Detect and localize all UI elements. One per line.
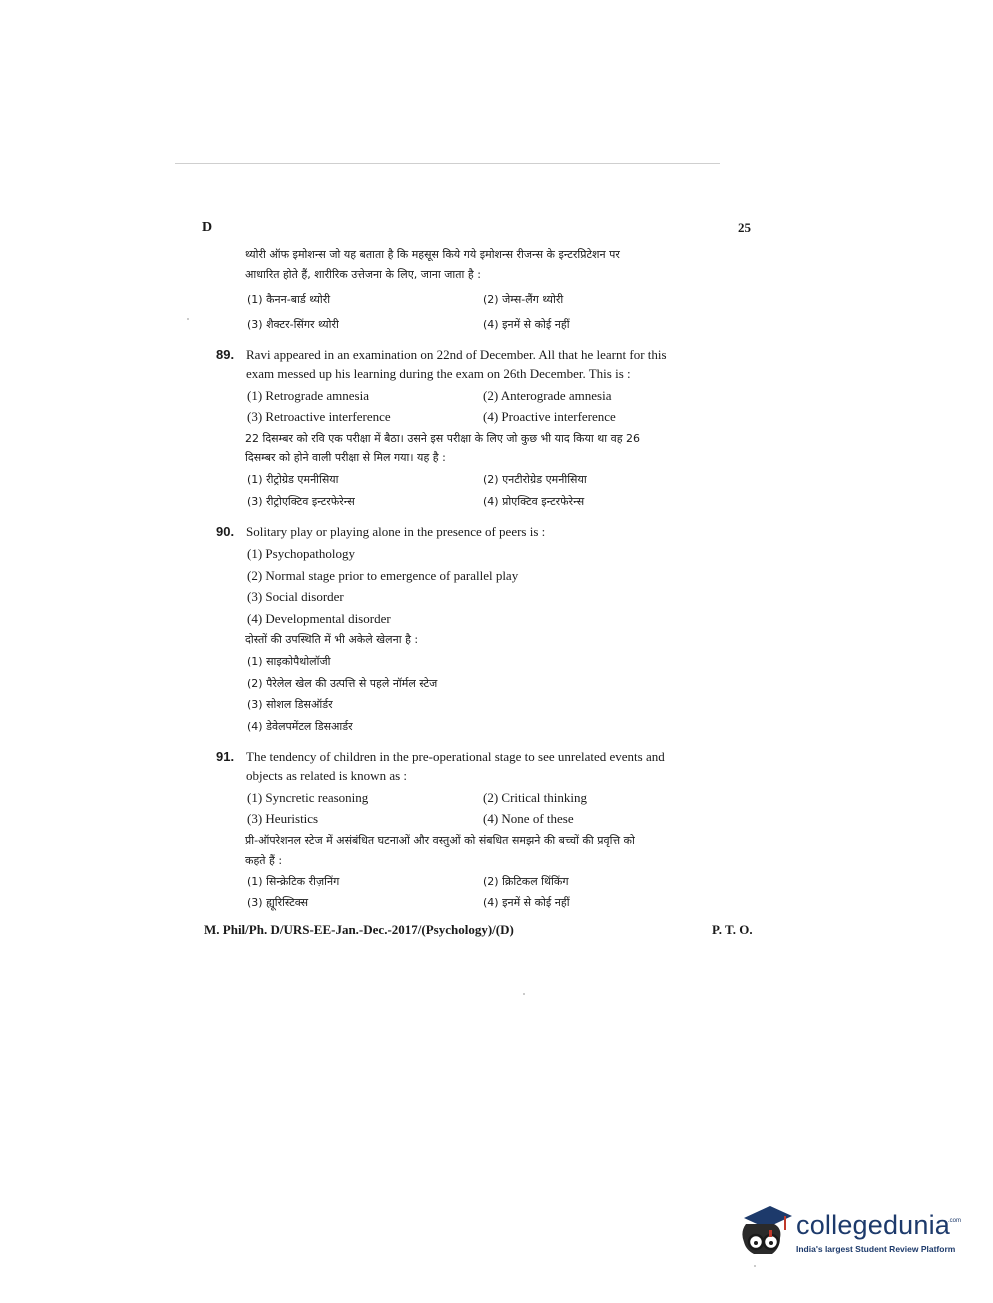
q90-option-3: (3) Social disorder xyxy=(247,589,344,604)
q88-hindi-option-4: (4) इनमें से कोई नहीं xyxy=(483,318,570,331)
q90-stem: Solitary play or playing alone in the presence of peers is : xyxy=(246,524,546,539)
q89-hindi-option-4: (4) प्रोएक्टिव इन्टरफेरेन्स xyxy=(483,495,585,508)
scan-speck xyxy=(523,993,525,995)
q91-hindi-option-1: (1) सिन्क्रेटिक रीज़निंग xyxy=(247,875,340,888)
q90-hindi-option-4: (4) डेवेलपमेंटल डिसआर्डर xyxy=(247,720,353,733)
q89-hindi-option-1: (1) रीट्रोग्रेड एमनीसिया xyxy=(247,473,339,486)
q90-option-1: (1) Psychopathology xyxy=(247,546,355,561)
page-number: 25 xyxy=(738,220,751,235)
set-code: D xyxy=(202,220,213,235)
mascot-icon xyxy=(736,1198,794,1262)
q91-option-4: (4) None of these xyxy=(483,811,574,826)
q89-hindi-stem-line2: दिसम्बर को होने वाली परीक्षा से मिल गया। यह है : xyxy=(245,451,446,464)
logo-domain-suffix: .com xyxy=(948,1218,962,1224)
q91-number: 91. xyxy=(216,749,235,764)
q89-option-3: (3) Retroactive interference xyxy=(247,409,391,424)
scan-speck xyxy=(187,318,189,320)
q89-option-4: (4) Proactive interference xyxy=(483,409,616,424)
q90-hindi-option-3: (3) सोशल डिसऑर्डर xyxy=(247,698,333,711)
logo-wordmark: collegedunia xyxy=(796,1210,951,1240)
q89-hindi-option-2: (2) एनटीरोग्रेड एमनीसिया xyxy=(483,473,587,486)
q90-option-4: (4) Developmental disorder xyxy=(247,611,391,626)
q91-hindi-option-3: (3) ह्यूरिस्टिक्स xyxy=(247,896,309,909)
q89-option-1: (1) Retrograde amnesia xyxy=(247,388,370,403)
q88-hindi-stem-line2: आधारित होते हैं, शारीरिक उत्तेजना के लिए, जाना जाता है : xyxy=(245,268,481,281)
q89-stem-line2: exam messed up his learning during the exam on 26th December. This is : xyxy=(246,366,631,381)
q90-number: 90. xyxy=(216,524,235,539)
top-rule xyxy=(175,163,720,164)
q91-hindi-stem-line2: कहते हैं : xyxy=(245,854,283,867)
q91-stem-line1: The tendency of children in the pre-operational stage to see unrelated events and xyxy=(246,749,665,764)
q91-option-3: (3) Heuristics xyxy=(247,811,319,826)
q88-hindi-option-3: (3) शैक्टर-सिंगर थ्योरी xyxy=(247,318,339,331)
q91-option-2: (2) Critical thinking xyxy=(483,790,587,805)
footer-pto: P. T. O. xyxy=(712,922,753,937)
q89-hindi-option-3: (3) रीट्रोएक्टिव इन्टरफेरेन्स xyxy=(247,495,355,508)
q88-hindi-option-2: (2) जेम्स-लैंग थ्योरी xyxy=(483,293,564,306)
q91-hindi-option-2: (2) क्रिटिकल थिंकिंग xyxy=(483,875,569,888)
q89-number: 89. xyxy=(216,347,235,362)
q89-stem-line1: Ravi appeared in an examination on 22nd of December. All that he learnt for this xyxy=(246,347,667,362)
q91-stem-line2: objects as related is known as : xyxy=(246,768,408,783)
footer-exam-code: M. Phil/Ph. D/URS-EE-Jan.-Dec.-2017/(Psychology)/(D) xyxy=(204,922,514,937)
q88-hindi-stem-line1: थ्योरी ऑफ इमोशन्स जो यह बताता है कि महसूस किये गये इमोशन्स रीजन्स के इन्टरप्रिटेशन पर xyxy=(245,248,620,261)
q89-hindi-stem-line1: 22 दिसम्बर को रवि एक परीक्षा में बैठा। उसने इस परीक्षा के लिए जो कुछ भी याद किया था वह 26 xyxy=(245,432,641,445)
q91-hindi-stem-line1: प्री-ऑपरेशनल स्टेज में असंबंधित घटनाओं और वस्तुओं को संबधित समझने की बच्चों की प्रवृत्ति को xyxy=(245,834,635,847)
q91-hindi-option-4: (4) इनमें से कोई नहीं xyxy=(483,896,570,909)
q90-hindi-stem: दोस्तों की उपस्थिति में भी अकेले खेलना है : xyxy=(245,633,419,646)
q90-option-2: (2) Normal stage prior to emergence of parallel play xyxy=(247,568,519,583)
logo-tagline: India's largest Student Review Platform xyxy=(796,1244,956,1254)
collegedunia-logo[interactable] xyxy=(736,1198,966,1268)
q90-hindi-option-2: (2) पैरेलेल खेल की उत्पत्ति से पहले नॉर्मल स्टेज xyxy=(247,677,438,690)
q90-hindi-option-1: (1) साइकोपैथोलॉजी xyxy=(247,655,331,668)
q91-option-1: (1) Syncretic reasoning xyxy=(247,790,369,805)
q88-hindi-option-1: (1) कैनन-बार्ड थ्योरी xyxy=(247,293,331,306)
q89-option-2: (2) Anterograde amnesia xyxy=(483,388,612,403)
